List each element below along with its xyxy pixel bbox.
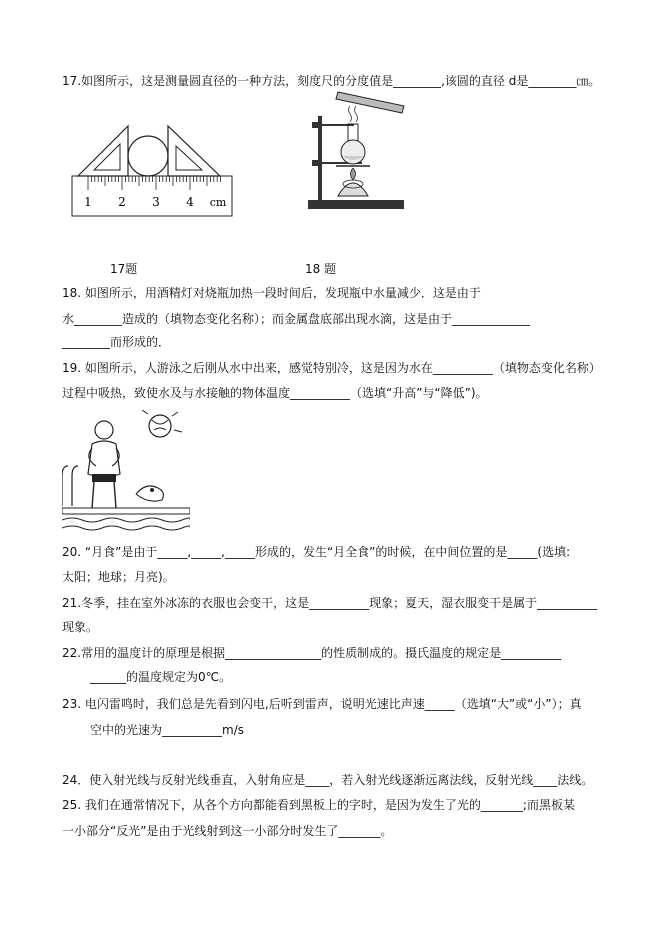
question-21-line2: 现象。 [62, 620, 99, 634]
stand-base [308, 200, 404, 209]
ruler-label-3: 3 [152, 195, 160, 209]
ruler-label-4: 4 [186, 195, 194, 209]
circle [128, 136, 168, 176]
question-18-line3: ________而形成的． [62, 335, 171, 349]
question-19-line2: 过程中吸热，致使水及与水接触的物体温度__________（选填“升高”与“降低”)。 [62, 386, 488, 400]
stand-rod [318, 116, 322, 202]
figure-18-caption: 18 题 [305, 262, 337, 276]
metal-plate [336, 92, 404, 113]
pool-edge [62, 508, 190, 514]
question-22-line2: ______的温度规定为0℃。 [90, 670, 232, 684]
question-20-line1: 20. “月食”是由于_____,_____,_____形成的，发生“月全食”的时候，在中间位置的是_____(选填: [62, 545, 571, 559]
question-20-line2: 太阳；地球；月亮)。 [62, 570, 175, 584]
wind-sun-icon [149, 415, 171, 437]
swimmer-body [88, 441, 120, 477]
question-25-line1: 25. 我们在通常情况下，从各个方向都能看到黑板上的字时，是因为发生了光的_______;而黑板某 [62, 798, 575, 812]
question-22-line1: 22.常用的温度计的原理是根据________________的性质制成的。摄氏温度的规定是__________ [62, 646, 562, 660]
ruler-label-unit: cm [209, 196, 227, 209]
question-24-line1: 24．使入射光线与反射光线垂直，入射角应是____，若入射光线逐渐远离法线，反射光线____法线。 [62, 773, 594, 787]
question-23-line2: 空中的光速为__________m/s [90, 723, 244, 737]
question-19-line1: 19. 如图所示，人游泳之后刚从水中出来，感觉特别冷，这是因为水在__________（填物态变化名称） [62, 361, 601, 375]
figure-19-swimmer [62, 408, 190, 533]
question-23-line1: 23. 电闪雷鸣时，我们总是先看到闪电,后听到雷声，说明光速比声速_____（选填“大”或“小”）；真 [62, 697, 582, 711]
swimmer-head [95, 421, 113, 439]
figure-18-flask-apparatus [298, 88, 410, 213]
question-25-line2: 一小部分“反光”是由于光线射到这一小部分时发生了_______。 [62, 824, 393, 838]
question-18-line1: 18. 如图所示，用酒精灯对烧瓶加热一段时间后，发现瓶中水量减少．这是由于 [62, 286, 481, 300]
dog [136, 486, 163, 501]
question-17: 17.如图所示，这是测量圆直径的一种方法，刻度尺的分度值是________,该圆的直径 d是________㎝。 [62, 74, 601, 88]
question-21-line1: 21.冬季，挂在室外冰冻的衣服也会变干，这是__________现象；夏天，湿衣服变干是属于__________ [62, 596, 598, 610]
alcohol-lamp [338, 183, 368, 196]
ruler-ticks [88, 176, 221, 190]
flask [341, 140, 365, 164]
question-18-line2: 水________造成的（填物态变化名称）；而金属盘底部出现水滴，这是由于_____________ [62, 312, 531, 326]
figure-17-caption: 17题 [110, 262, 138, 276]
figure-17-ruler [70, 118, 240, 218]
ruler-label-1: 1 [84, 195, 92, 209]
ruler-label-2: 2 [118, 195, 126, 209]
